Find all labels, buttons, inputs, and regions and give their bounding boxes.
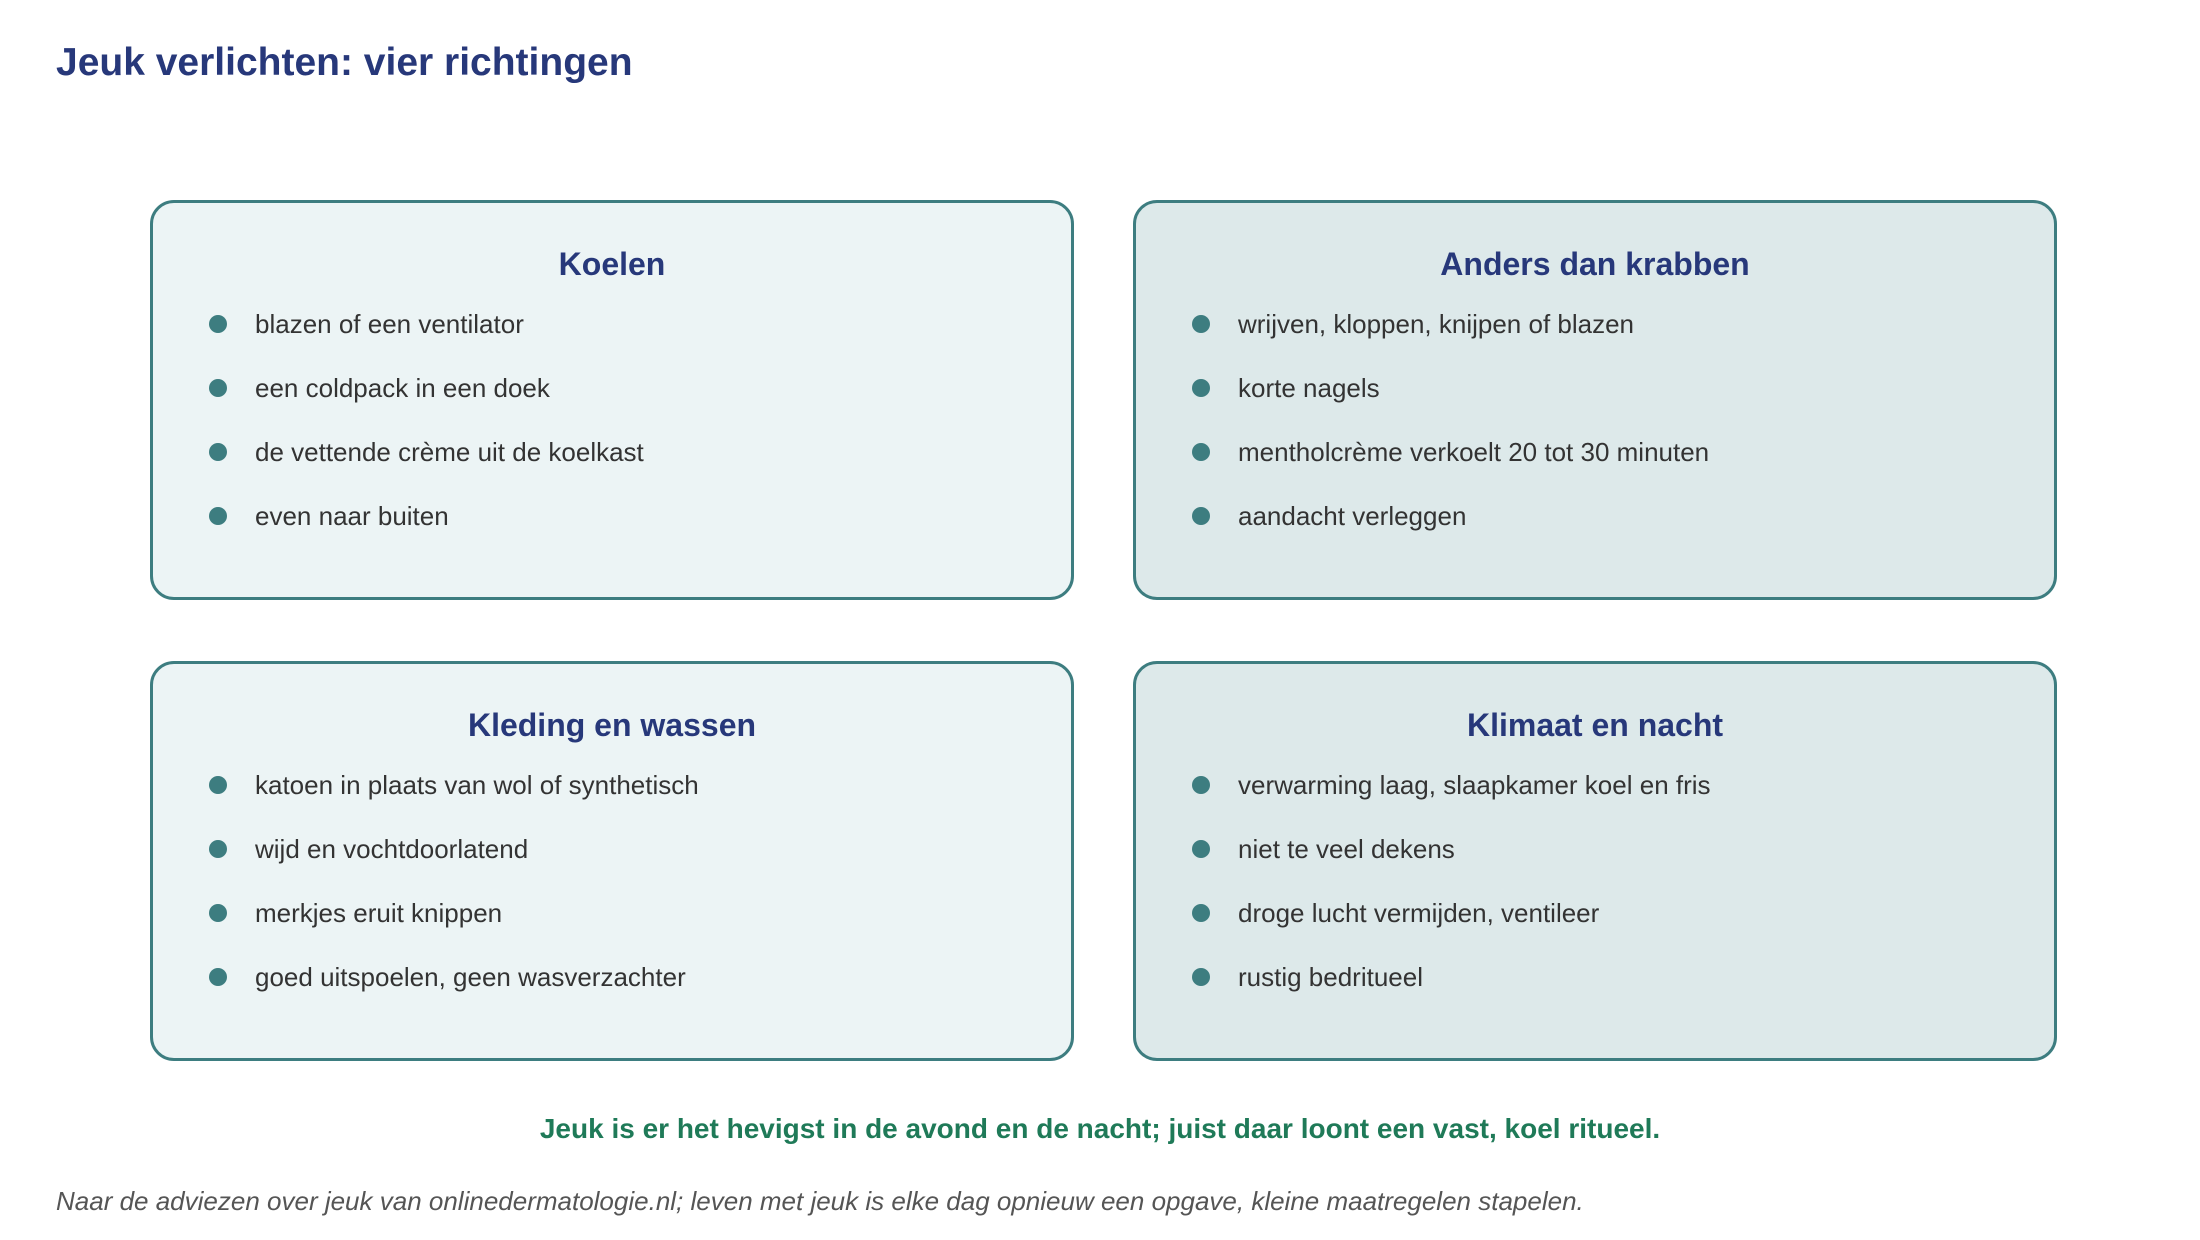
card-list [209,770,699,1026]
bullet-icon [209,776,227,794]
card-list [1192,309,1709,565]
list-item-text: korte nagels [1238,373,1380,403]
bullet-icon [1192,315,1210,333]
list-item [209,770,699,834]
card-anders-dan-krabben [1133,200,2057,600]
bullet-icon [1192,968,1210,986]
bullet-icon [209,904,227,922]
list-item [1192,834,1711,898]
list-item [209,834,699,898]
bullet-icon [1192,507,1210,525]
list-item [1192,373,1709,437]
list-item-text: even naar buiten [255,501,449,531]
bullet-icon [209,443,227,461]
list-item-text: mentholcrème verkoelt 20 tot 30 minuten [1238,437,1710,467]
list-item [209,437,644,501]
list-item-text: katoen in plaats van wol of synthetisch [255,770,699,800]
bullet-icon [1192,904,1210,922]
bullet-icon [1192,776,1210,794]
list-item [209,898,699,962]
bullet-icon [209,968,227,986]
card-title: Klimaat en nacht [1466,707,1724,743]
card-list [1192,770,1711,1026]
bullet-icon [1192,443,1210,461]
list-item [1192,309,1709,373]
list-item [1192,962,1711,1026]
card-title: Kleding en wassen [467,707,757,743]
card-kleding-en-wassen [150,661,1074,1061]
list-item-text: wrijven, kloppen, knijpen of blazen [1238,309,1635,339]
page-title: Jeuk verlichten: vier richtingen [56,41,633,84]
list-item-text: merkjes eruit knippen [255,898,503,928]
bullet-icon [1192,840,1210,858]
list-item-text: niet te veel dekens [1238,834,1455,864]
list-item-text: wijd en vochtdoorlatend [255,834,529,864]
list-item-text: verwarming laag, slaapkamer koel en fris [1238,770,1711,800]
list-item-text: aandacht verleggen [1238,501,1467,531]
list-item [1192,501,1709,565]
bullet-icon [209,315,227,333]
list-item [1192,437,1709,501]
card-koelen [150,200,1074,600]
conclusion-text: Jeuk is er het hevigst in de avond en de nacht; juist daar loont een vast, koel ritueel. [539,1113,1661,1144]
list-item-text: rustig bedritueel [1238,962,1423,992]
bullet-icon [1192,379,1210,397]
card-title: Anders dan krabben [1440,246,1750,282]
list-item-text: de vettende crème uit de koelkast [255,437,644,467]
bullet-icon [209,840,227,858]
card-title: Koelen [558,246,666,282]
bullet-icon [209,379,227,397]
list-item-text: blazen of een ventilator [255,309,524,339]
list-item-text: goed uitspoelen, geen wasverzachter [255,962,686,992]
card-list [209,309,644,565]
list-item [209,962,699,1026]
list-item [209,309,644,373]
list-item [1192,898,1711,962]
bullet-icon [209,507,227,525]
list-item [209,501,644,565]
list-item [209,373,644,437]
list-item [1192,770,1711,834]
list-item-text: een coldpack in een doek [255,373,550,403]
card-klimaat-en-nacht [1133,661,2057,1061]
source-note: Naar de adviezen over jeuk van onlinedermatologie.nl; leven met jeuk is elke dag opnieuw een opgave, kleine maatregelen stapelen. [56,1186,1584,1216]
list-item-text: droge lucht vermijden, ventileer [1238,898,1600,928]
